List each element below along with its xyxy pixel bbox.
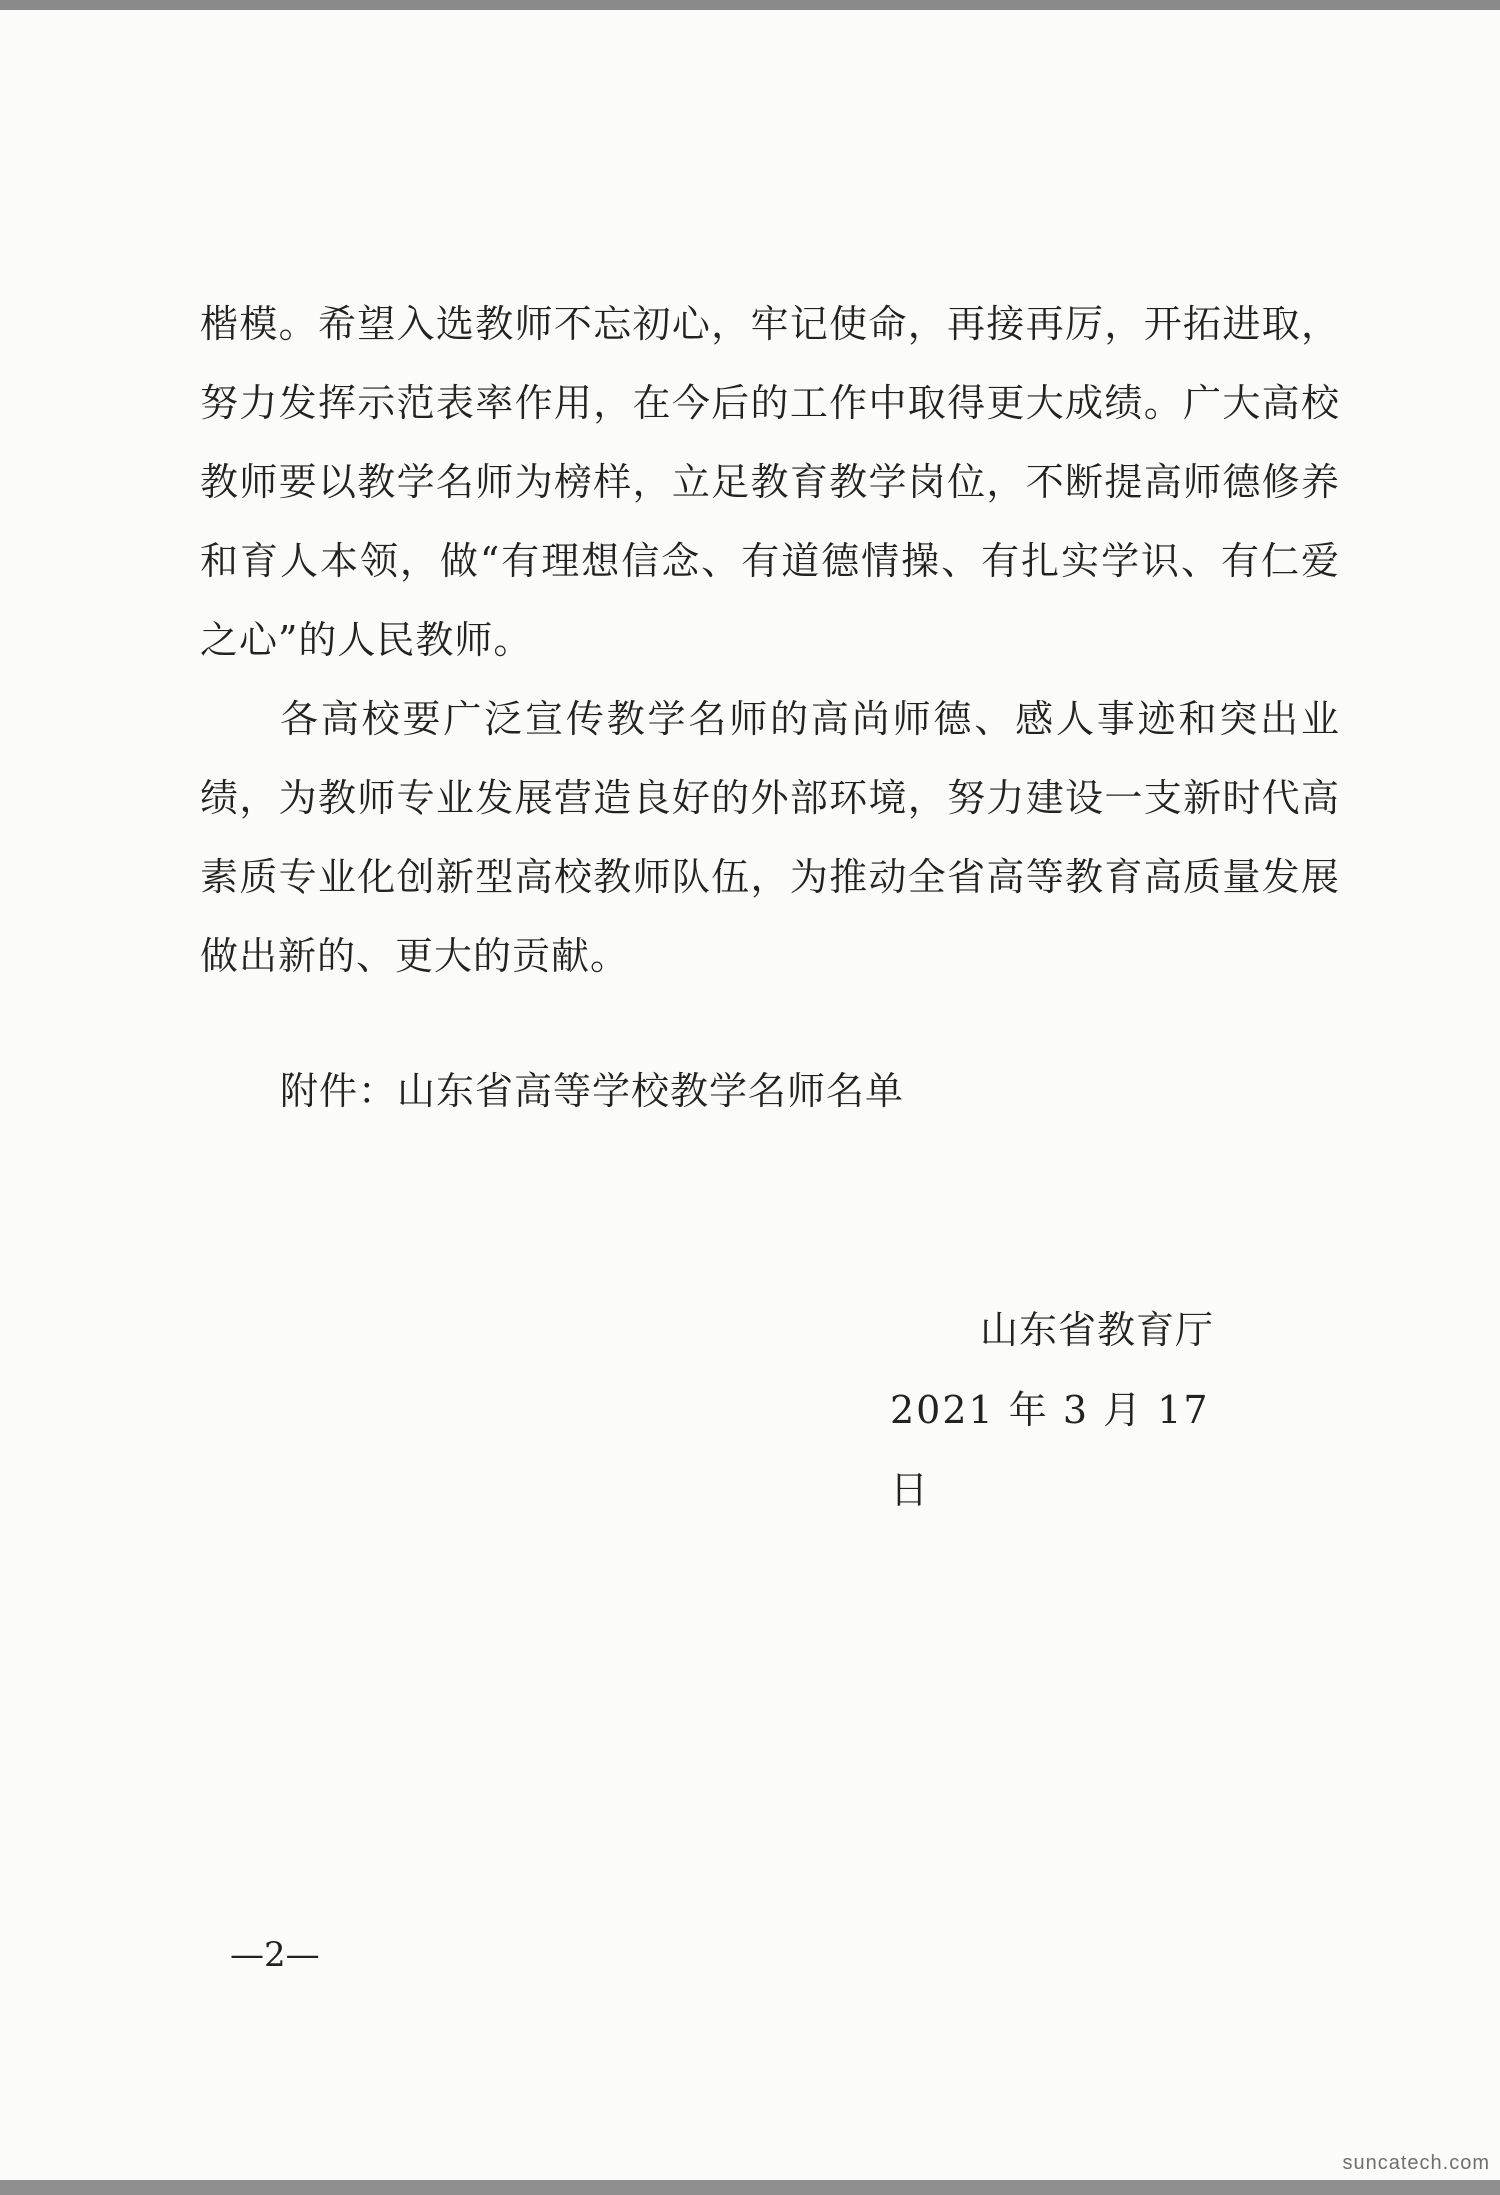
document-body xyxy=(200,285,1340,996)
issuing-organization: 山东省教育厅 xyxy=(980,1308,1215,1352)
attachment-line: 附件：山东省高等学校教学名师名单 xyxy=(280,1069,905,1113)
paragraph-continuation: 楷模。希望入选教师不忘初心，牢记使命，再接再厉，开拓进取，努力发挥示范表率作用，在今后的工作中取得更大成绩。广大高校教师要以教学名师为榜样，立足教育教学岗位，不断提高师德修养和育人本领，做“有理想信念、有道德情操、有扎实学识、有仁爱之心”的人民教师。 xyxy=(200,302,1340,662)
bottom-scan-edge xyxy=(0,2180,1500,2195)
top-scan-edge xyxy=(0,0,1500,10)
paragraph-promotion: 各高校要广泛宣传教学名师的高尚师德、感人事迹和突出业绩，为教师专业发展营造良好的外部环境，努力建设一支新时代高素质专业化创新型高校教师队伍，为推动全省高等教育高质量发展做出新的、更大的贡献。 xyxy=(200,697,1340,978)
signature-block xyxy=(890,1290,1220,1512)
watermark: suncatech.com xyxy=(1342,2152,1490,2174)
page-number: —2— xyxy=(230,1935,320,1975)
issue-date: 2021 年 3 月 17 日 xyxy=(890,1388,1210,1512)
